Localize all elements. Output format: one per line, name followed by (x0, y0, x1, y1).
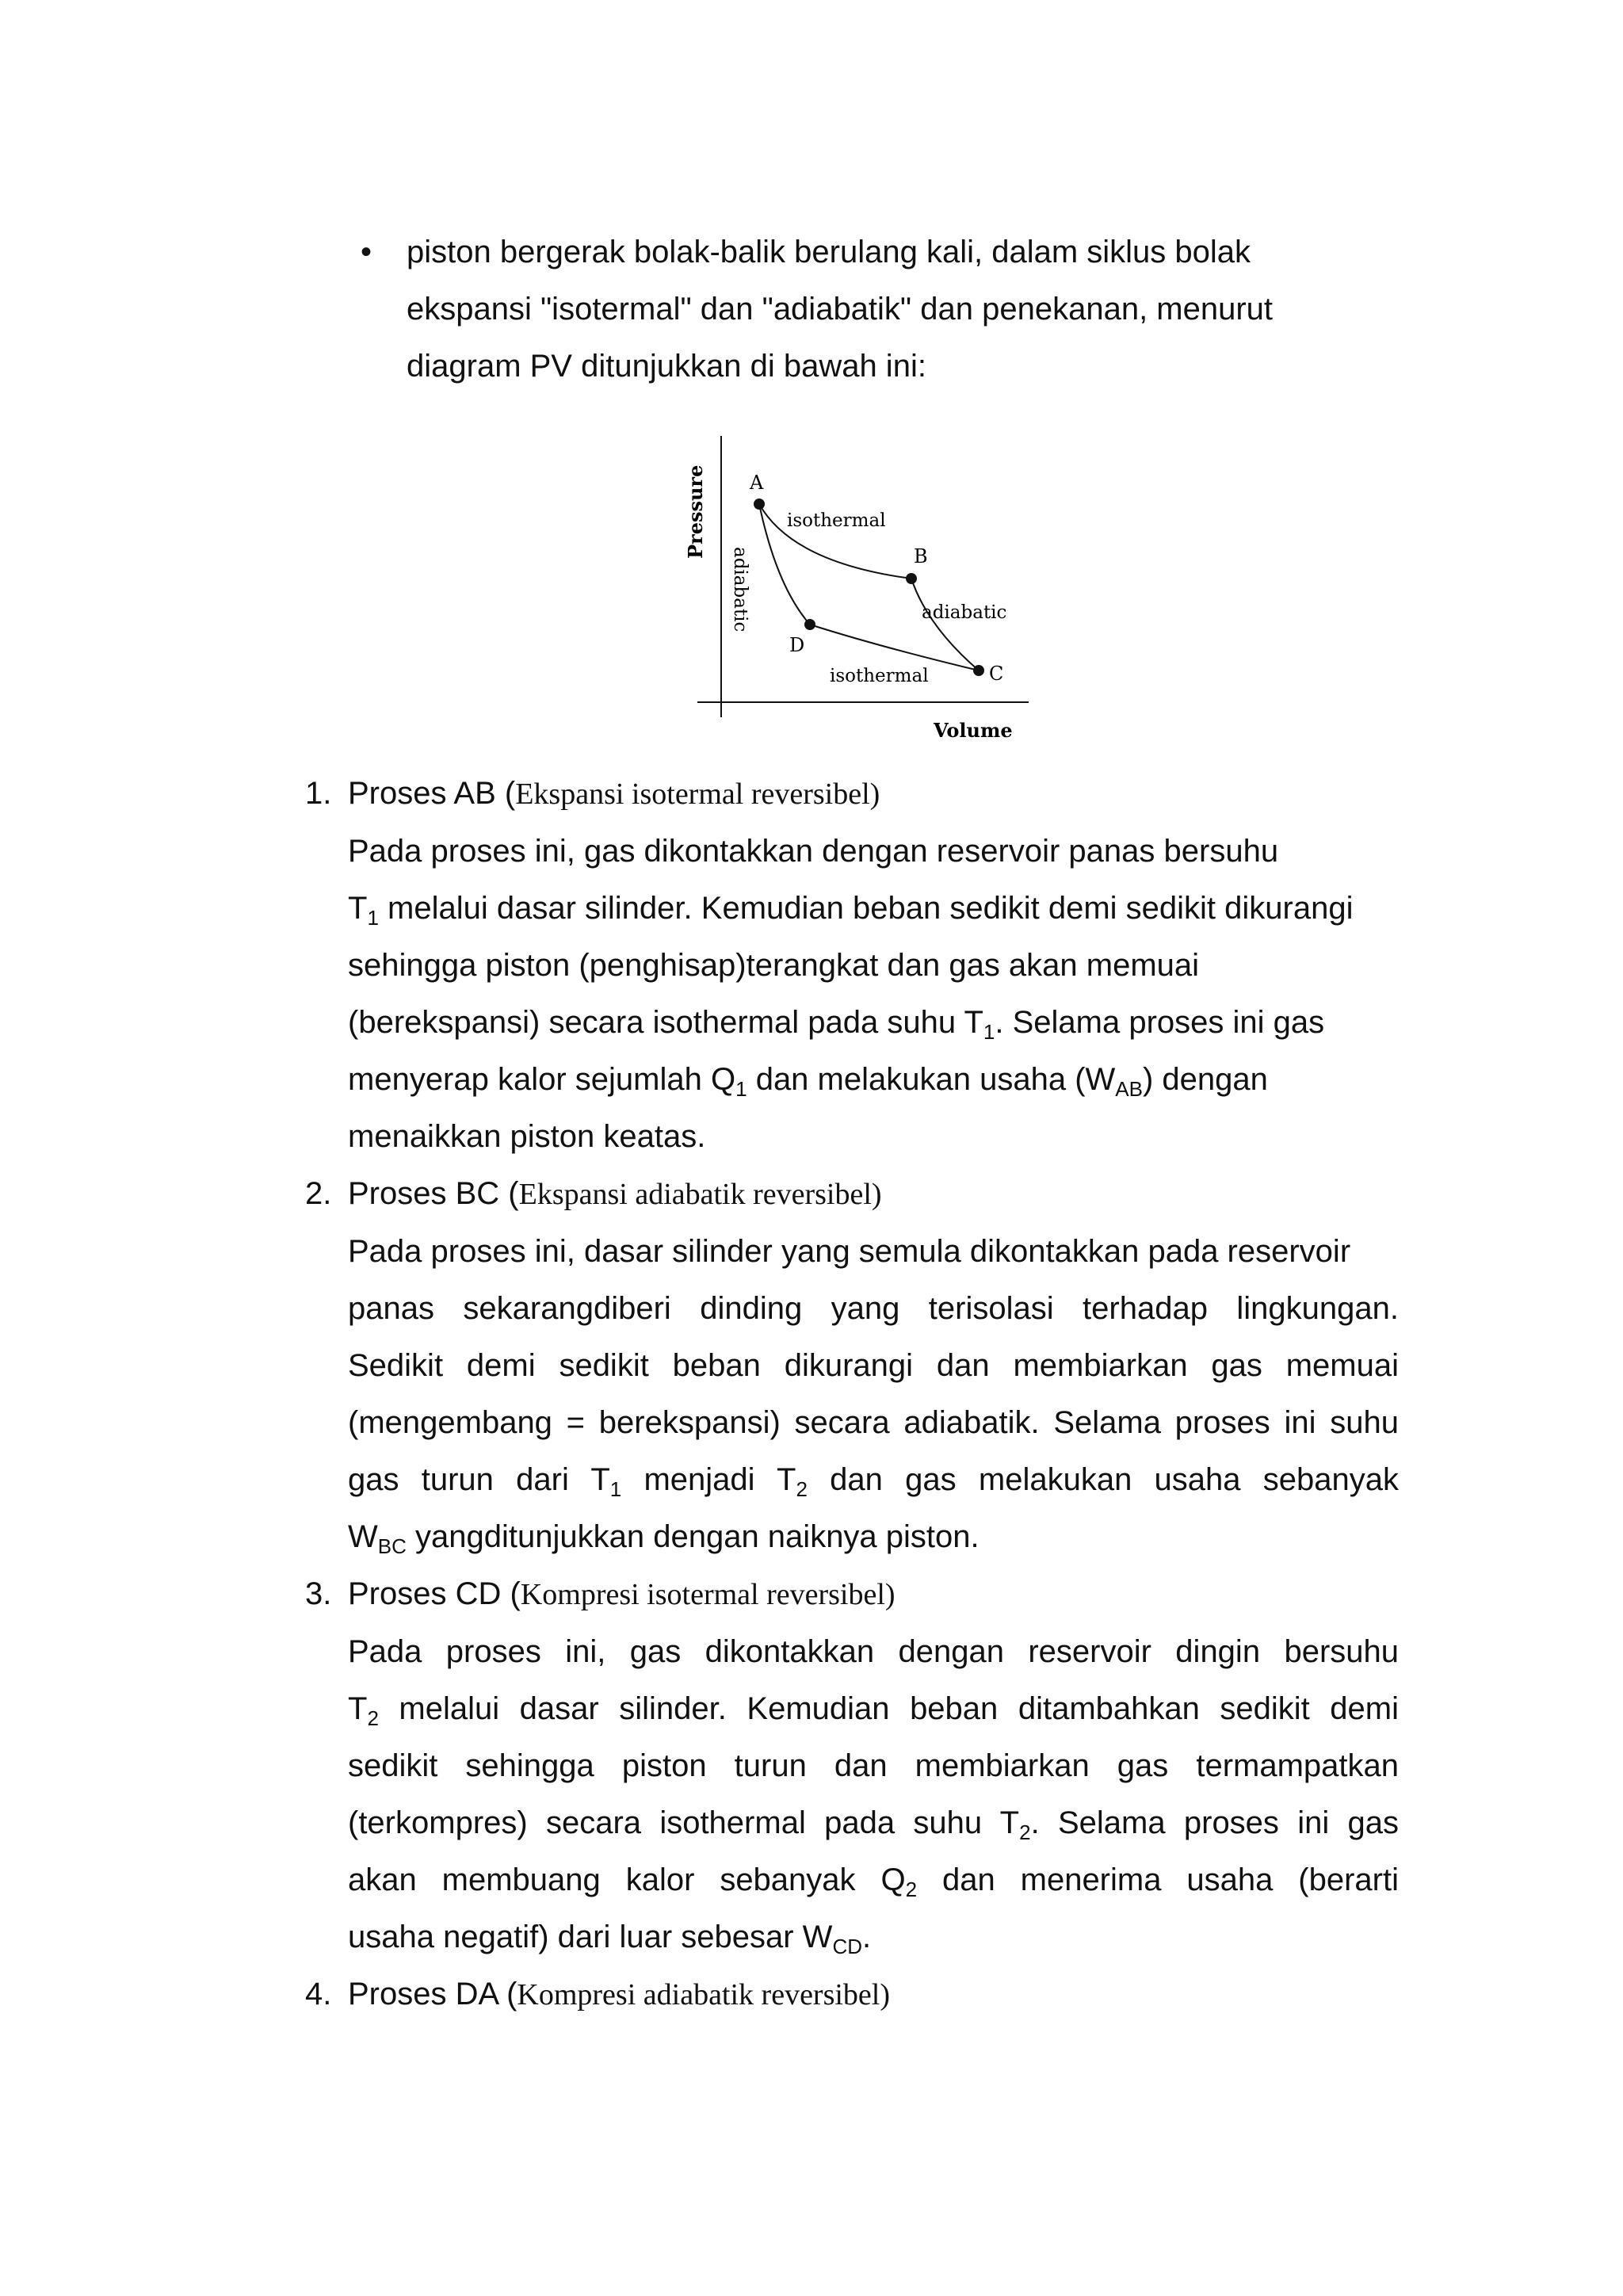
paragraph-line (348, 1051, 1399, 1108)
paragraph-line: (mengembang = berekspansi) secara adiabatik. Selama proses ini suhu (348, 1405, 1399, 1440)
paragraph-line (348, 1794, 1399, 1851)
bullet-line: piston bergerak bolak-balik berulang kali, dalam siklus bolak (407, 235, 1251, 269)
subscript: CD (832, 1935, 862, 1958)
item-body (348, 1565, 1399, 1966)
item-body (348, 1966, 1399, 2023)
item-title-paren: Kompresi adiabatik reversibel) (517, 1978, 891, 2011)
text-run: T (348, 891, 368, 926)
subscript: 2 (367, 1706, 379, 1730)
paragraph-line (348, 880, 1399, 937)
item-title-paren: Ekspansi adiabatik reversibel) (518, 1178, 882, 1211)
paragraph-line (348, 1680, 1399, 1737)
text-run: ) dengan (1142, 1062, 1268, 1097)
process-item-da (305, 1966, 1399, 2023)
bullet-text (407, 223, 1397, 395)
bullet-line: diagram PV ditunjukkan di bawah ini: (407, 349, 926, 384)
item-title: Proses CD ( (348, 1576, 521, 1611)
text-run: menyerap kalor sejumlah Q (348, 1062, 736, 1097)
bullet-symbol: • (361, 235, 372, 269)
text-run: gas turun dari T (348, 1462, 610, 1497)
text-run: melalui dasar silinder. Kemudian beban sedikit demi sedikit dikurangi (378, 891, 1354, 926)
text-run: yangditunjukkan dengan naiknya piston. (406, 1519, 980, 1554)
subscript: 2 (905, 1878, 918, 1901)
subscript: 2 (796, 1477, 808, 1501)
item-title: Proses BC ( (348, 1176, 519, 1211)
paragraph-line: sehingga piston (penghisap)terangkat dan gas akan memuai (348, 948, 1200, 983)
text-run: (terkompres) secara isothermal pada suhu T (348, 1805, 1020, 1840)
item-title-paren: Ekspansi isotermal reversibel) (515, 777, 880, 811)
text-run: menjadi T (621, 1462, 796, 1497)
point-c-label: C (989, 663, 1004, 685)
label-ab-isothermal: isothermal (787, 510, 886, 531)
item-number: 1. (305, 776, 332, 811)
paragraph-line (348, 1508, 1399, 1565)
paragraph-line: panas sekarangdiberi dinding yang terisolasi terhadap lingkungan. (348, 1291, 1399, 1326)
subscript: 1 (735, 1077, 747, 1101)
item-number: 3. (305, 1576, 332, 1611)
paragraph-line: sedikit sehingga piston turun dan membiarkan gas termampatkan (348, 1748, 1399, 1783)
paragraph-line (348, 994, 1399, 1051)
item-heading (348, 1966, 1399, 2023)
point-a-label: A (750, 472, 764, 494)
item-paragraph (348, 1623, 1399, 1966)
subscript: 1 (367, 906, 379, 930)
bullet-line: ekspansi "isotermal" dan "adiabatik" dan penekanan, menurut (407, 292, 1274, 327)
point-d-marker (804, 619, 815, 630)
label-bc-adiabatic: adiabatic (922, 602, 1007, 623)
subscript: 2 (1019, 1820, 1031, 1844)
bullet-paragraph (361, 223, 1399, 395)
process-item-cd (305, 1565, 1399, 1966)
item-number: 4. (305, 1977, 332, 2011)
paragraph-line: Pada proses ini, gas dikontakkan dengan reservoir dingin bersuhu (348, 1634, 1399, 1669)
item-heading (348, 1565, 1399, 1623)
text-run: (berekspansi) secara isothermal pada suhu T (348, 1005, 983, 1040)
item-number: 2. (305, 1176, 332, 1211)
text-run: akan membuang kalor sebanyak Q (348, 1862, 906, 1897)
text-run: . Selama proses ini gas (995, 1005, 1325, 1040)
process-list (305, 765, 1399, 2023)
process-item-bc (305, 1165, 1399, 1565)
y-axis-label: Pressure (684, 464, 707, 559)
text-run: usaha negatif) dari luar sebesar W (348, 1920, 833, 1954)
text-run: dan menerima usaha (berarti (917, 1862, 1399, 1897)
text-run: melalui dasar silinder. Kemudian beban ditambahkan sedikit demi (378, 1691, 1399, 1726)
text-run: . Selama proses ini gas (1030, 1805, 1399, 1840)
paragraph-line (348, 1451, 1399, 1508)
point-d-label: D (789, 634, 805, 656)
x-axis-label: Volume (934, 719, 1013, 742)
paragraph-line (348, 1908, 1399, 1966)
paragraph-line: Pada proses ini, dasar silinder yang semula dikontakkan pada reservoir (348, 1234, 1351, 1269)
point-b-label: B (914, 545, 928, 567)
text-run: W (348, 1519, 378, 1554)
subscript: AB (1115, 1077, 1143, 1101)
subscript: BC (377, 1534, 407, 1558)
point-b-marker (906, 573, 917, 584)
label-da-adiabatic: adiabatic (730, 547, 750, 632)
item-body (348, 765, 1399, 1165)
item-heading (348, 1165, 1399, 1223)
pv-diagram (674, 436, 1030, 745)
item-heading (348, 765, 1399, 823)
paragraph-line (348, 1851, 1399, 1908)
item-title: Proses DA ( (348, 1977, 517, 2011)
text-run: dan gas melakukan usaha sebanyak (807, 1462, 1399, 1497)
text-run: dan melakukan usaha (W (747, 1062, 1116, 1097)
text-run: . (862, 1920, 872, 1954)
item-body (348, 1165, 1399, 1565)
point-a-marker (754, 499, 765, 510)
item-paragraph (348, 1223, 1399, 1565)
label-cd-isothermal: isothermal (830, 666, 929, 686)
curve-dc-isothermal (810, 625, 979, 670)
paragraph-line: menaikkan piston keatas. (348, 1119, 706, 1154)
item-title: Proses AB ( (348, 776, 516, 811)
item-paragraph (348, 823, 1399, 1165)
paragraph-line: Pada proses ini, gas dikontakkan dengan reservoir panas bersuhu (348, 834, 1279, 869)
text-run: T (348, 1691, 368, 1726)
item-title-paren: Kompresi isotermal reversibel) (520, 1578, 896, 1611)
process-item-ab (305, 765, 1399, 1165)
subscript: 1 (983, 1020, 995, 1044)
subscript: 1 (609, 1477, 622, 1501)
paragraph-line: Sedikit demi sedikit beban dikurangi dan membiarkan gas memuai (348, 1348, 1399, 1383)
point-c-marker (973, 665, 984, 676)
